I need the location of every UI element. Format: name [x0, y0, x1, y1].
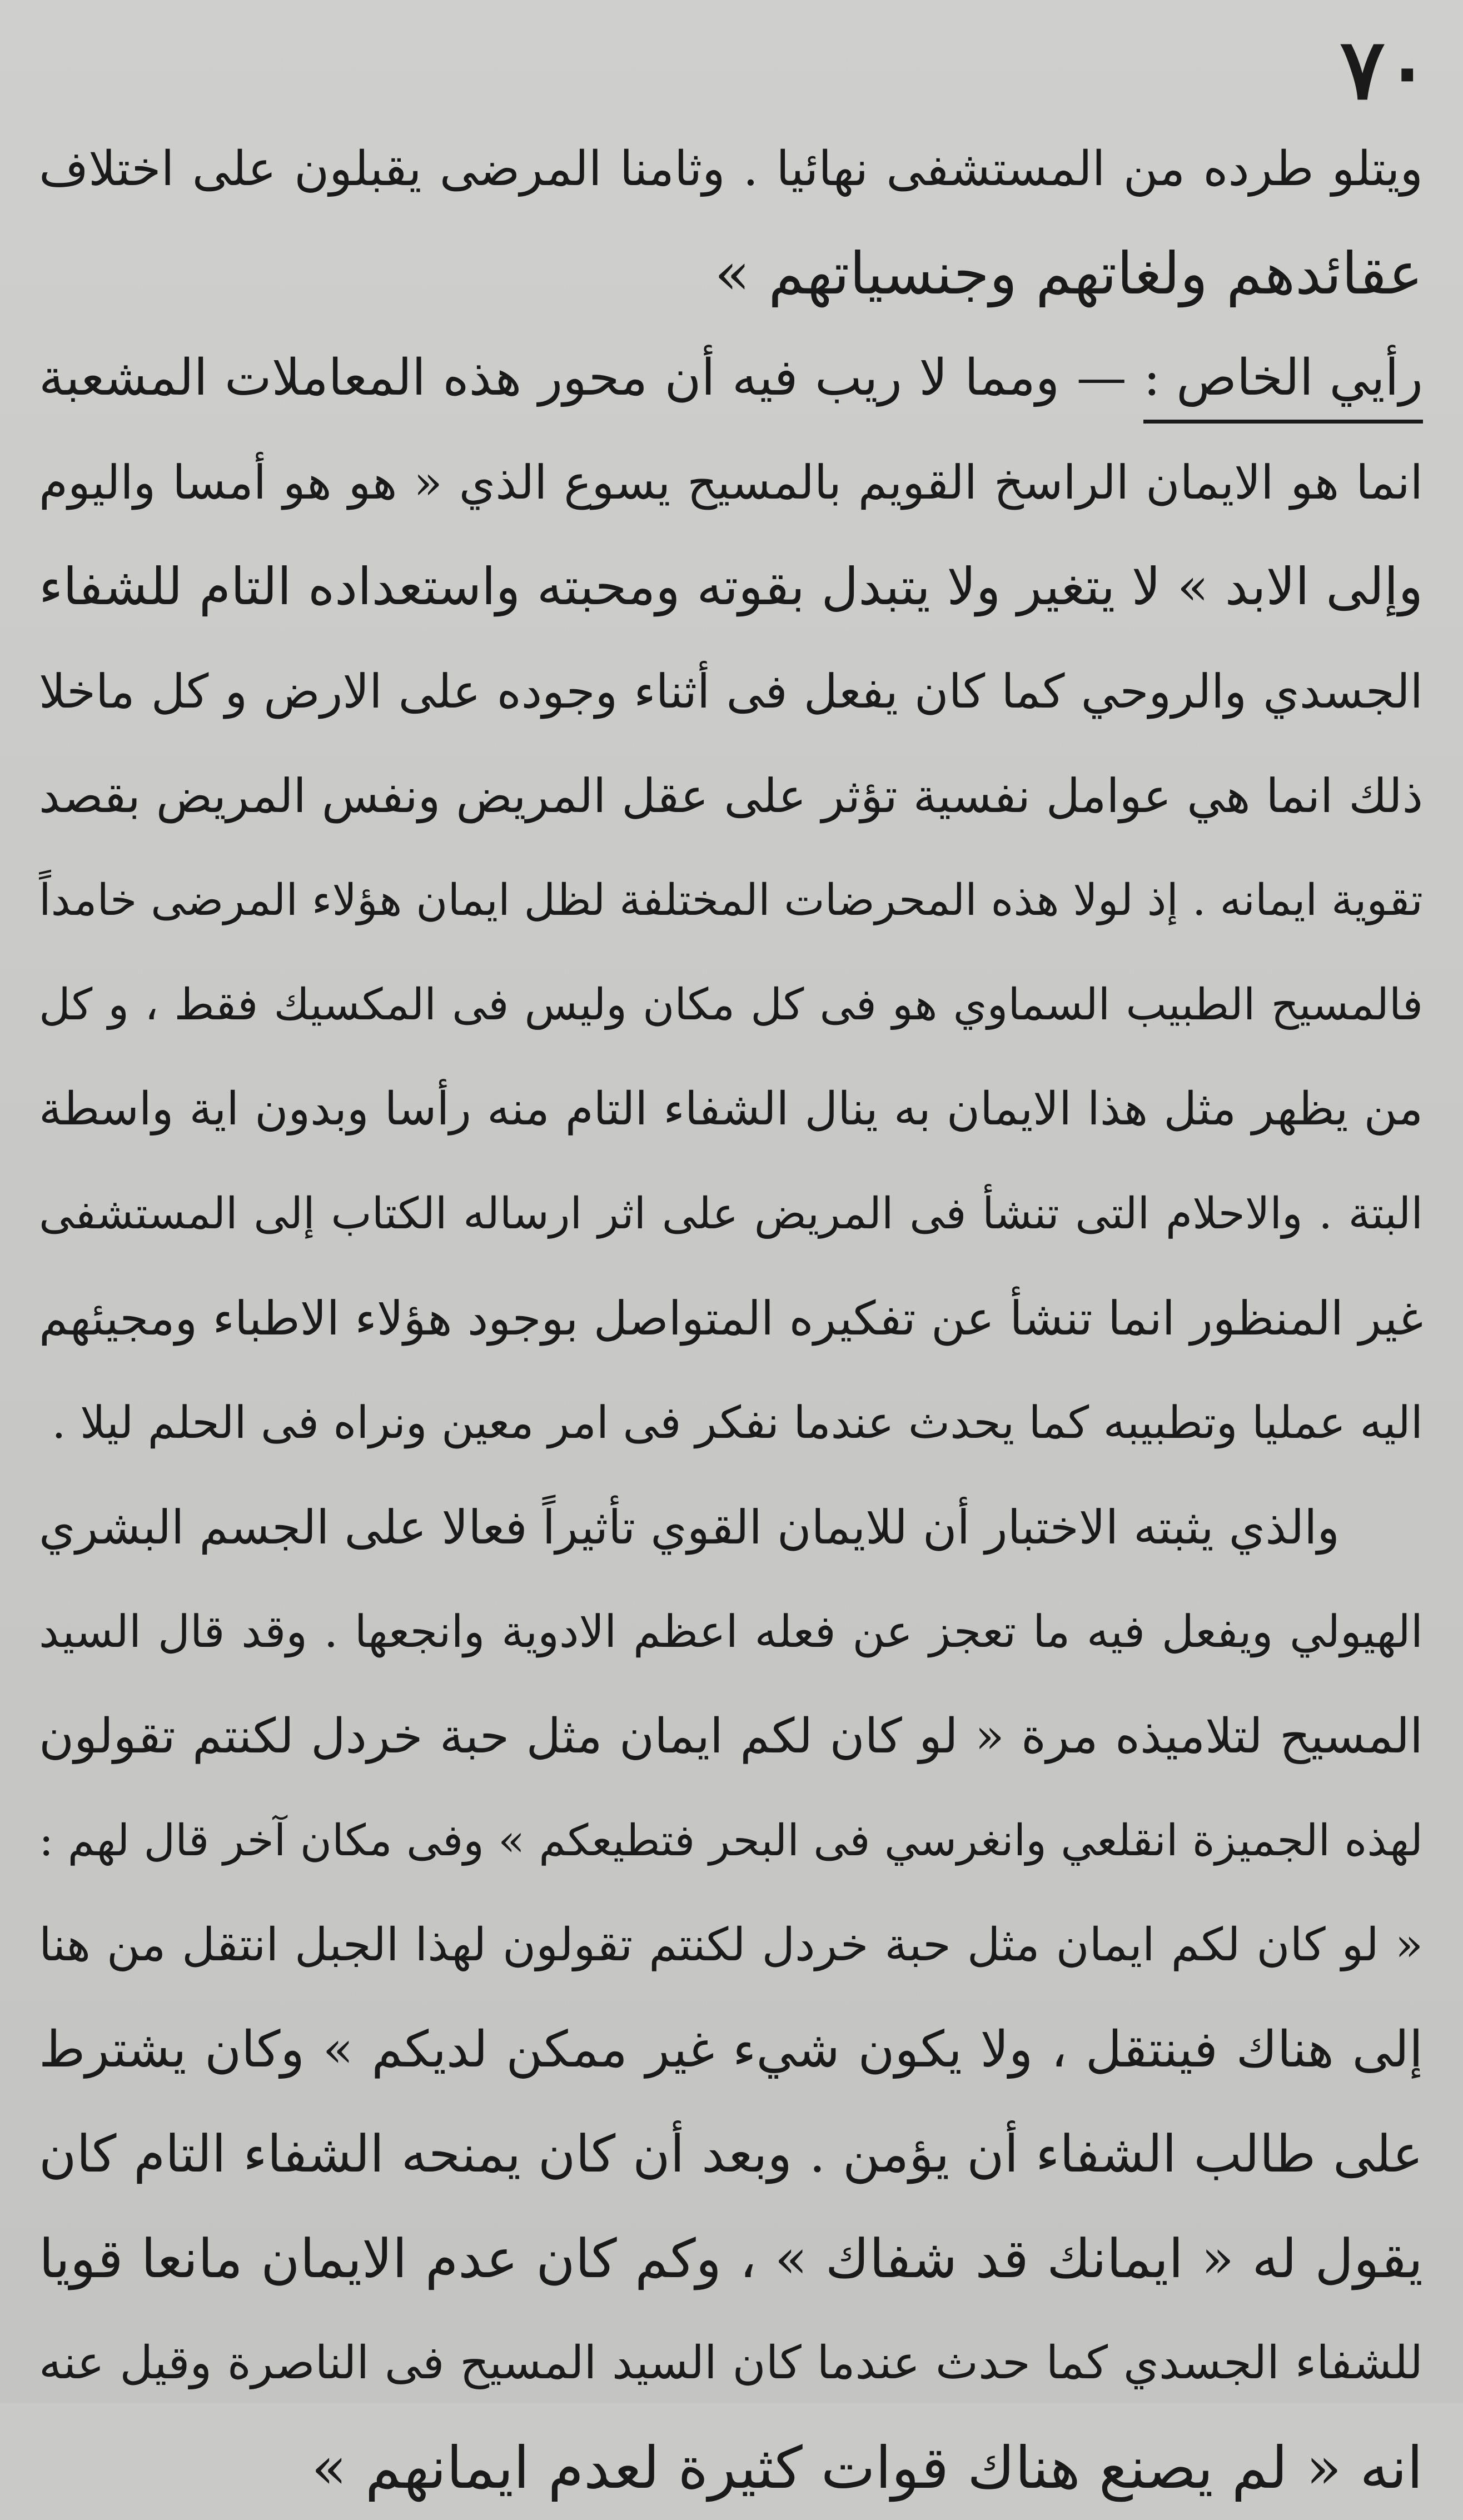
page-number: ٧٠: [1340, 21, 1430, 118]
subheading-label: رأيي الخاص :: [1143, 336, 1423, 424]
text-line-7: ذلك انما هي عوامل نفسية تؤثر على عقل المريض ونفس المريض بقصد: [39, 769, 1423, 823]
text-line-8: تقوية ايمانه . إذ لولا هذه المحرضات المختلفة لظل ايمان هؤلاء المرضى خامداً: [39, 875, 1423, 925]
text-line-22: للشفاء الجسدي كما حدث عندما كان السيد المسيح فى الناصرة وقيل عنه: [39, 2337, 1423, 2389]
text-line-20: على طالب الشفاء أن يؤمن . وبعد أن كان يمنحه الشفاء التام كان: [39, 2124, 1423, 2184]
text-line-13: اليه عمليا وتطبيبه كما يحدث عندما نفكر فى امر معين ونراه فى الحلم ليلا .: [52, 1397, 1423, 1448]
text-line-4: انما هو الايمان الراسخ القويم بالمسيح يسوع الذي « هو هو أمسا واليوم: [39, 455, 1423, 510]
text-line-5: وإلى الابد » لا يتغير ولا يتبدل بقوته ومحبته واستعداده التام للشفاء: [39, 557, 1423, 616]
text-line-9: فالمسيح الطبيب السماوي هو فى كل مكان وليس فى المكسيك فقط ، و كل: [39, 980, 1423, 1030]
text-line-10: من يظهر مثل هذا الايمان به ينال الشفاء التام منه رأسا وبدون اية واسطة: [39, 1083, 1423, 1136]
text-line-12: غير المنظور انما تنشأ عن تفكيره المتواصل بوجود هؤلاء الاطباء ومجيئهم: [39, 1291, 1423, 1346]
body-text: [39, 117, 1423, 2520]
text-line-17: لهذه الجميزة انقلعي وانغرسي فى البحر فتطيعكم » وفى مكان آخر قال لهم :: [39, 1816, 1423, 1866]
text-line-23: انه « لم يصنع هناك قوات كثيرة لعدم ايمانهم »: [311, 2434, 1423, 2502]
text-line-15: الهيولي ويفعل فيه ما تعجز عن فعله اعظم الادوية وانجعها . وقد قال السيد: [39, 1606, 1423, 1657]
text-line-21: يقول له « ايمانك قد شفاك » ، وكم كان عدم الايمان مانعا قويا: [39, 2228, 1423, 2290]
text-line-6: الجسدي والروحي كما كان يفعل فى أثناء وجوده على الارض و كل ماخلا: [39, 664, 1423, 719]
text-line-11: البتة . والاحلام التى تنشأ فى المريض على اثر ارساله الكتاب إلى المستشفى: [39, 1189, 1423, 1239]
subheading-text: — ومما لا ريب فيه أن محور هذه المعاملات المشعبة: [39, 348, 1127, 407]
text-line-18: « لو كان لكم ايمان مثل حبة خردل لكنتم تقولون لهذا الجبل انتقل من هنا: [39, 1919, 1423, 1971]
text-line-16: المسيح لتلاميذه مرة « لو كان لكم ايمان مثل حبة خردل لكنتم تقولون: [39, 1709, 1423, 1764]
text-line-19: إلى هناك فينتقل ، ولا يكون شيء غير ممكن لديكم » وكان يشترط: [39, 2020, 1423, 2079]
subheading-line: [39, 326, 1423, 430]
text-line-2: عقائدهم ولغاتهم وجنسياتهم »: [714, 240, 1423, 307]
text-line-1: ويتلو طرده من المستشفى نهائيا . وثامنا المرضى يقبلون على اختلاف: [39, 141, 1423, 197]
text-line-14: والذي يثبته الاختبار أن للايمان القوي تأثيراً فعالا على الجسم البشري: [39, 1500, 1340, 1555]
